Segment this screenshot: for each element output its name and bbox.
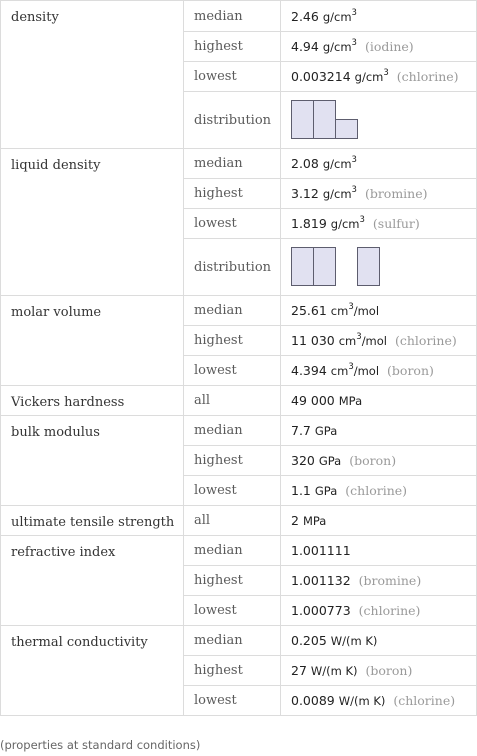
element-name: (iodine): [364, 39, 414, 54]
property-name: liquid density: [1, 149, 184, 296]
property-value: [281, 626, 477, 656]
statistic-label: median: [184, 416, 281, 446]
property-value: [281, 62, 477, 92]
unit-exponent: 3: [351, 155, 357, 165]
statistic-label: lowest: [184, 596, 281, 626]
value-unit: GPa: [318, 454, 342, 468]
statistic-label: all: [184, 506, 281, 536]
value-unit: cm: [330, 304, 349, 318]
table-row: [1, 536, 477, 566]
statistic-label: median: [184, 149, 281, 179]
statistic-label: median: [184, 536, 281, 566]
histogram-bar: [314, 248, 336, 286]
value-number: 25.61: [291, 303, 327, 318]
property-name: molar volume: [1, 296, 184, 386]
property-name: density: [1, 1, 184, 149]
table-row: [1, 296, 477, 326]
table-row: [1, 1, 477, 32]
unit-exponent: 3: [348, 302, 354, 312]
property-name: ultimate tensile strength: [1, 506, 184, 536]
value-unit: MPa: [338, 394, 363, 408]
value-unit: W/(m K): [310, 664, 358, 678]
property-name: thermal conductivity: [1, 626, 184, 716]
value-unit: GPa: [314, 484, 338, 498]
value-number: 1.000773: [291, 603, 351, 618]
element-name: (chlorine): [358, 603, 421, 618]
property-value: [281, 209, 477, 239]
value-unit-suffix: /mol: [353, 364, 380, 378]
property-name: Vickers hardness: [1, 386, 184, 416]
element-name: (bromine): [358, 573, 422, 588]
value-number: 3.12: [291, 186, 319, 201]
statistic-label: lowest: [184, 476, 281, 506]
value-number: 49 000: [291, 393, 335, 408]
value-number: 4.394: [291, 363, 327, 378]
value-number: 2.08: [291, 156, 319, 171]
table-row: [1, 416, 477, 446]
value-unit: MPa: [302, 514, 327, 528]
statistic-label: distribution: [184, 92, 281, 149]
element-name: (boron): [349, 453, 397, 468]
statistic-label: highest: [184, 566, 281, 596]
element-name: (chlorine): [345, 483, 408, 498]
value-number: 27: [291, 663, 307, 678]
histogram-bar: [292, 248, 314, 286]
value-number: 1.001111: [291, 543, 351, 558]
statistic-label: median: [184, 296, 281, 326]
value-unit-suffix: /mol: [353, 304, 380, 318]
statistic-label: lowest: [184, 209, 281, 239]
unit-exponent: 3: [351, 7, 357, 18]
statistic-label: all: [184, 386, 281, 416]
histogram-bar: [292, 101, 314, 139]
value-unit: W/(m K): [330, 634, 378, 648]
distribution-histogram-cell: [281, 92, 477, 149]
statistic-label: highest: [184, 656, 281, 686]
statistic-label: lowest: [184, 62, 281, 92]
property-value: [281, 686, 477, 716]
unit-exponent: 3: [351, 38, 357, 48]
statistic-label: highest: [184, 446, 281, 476]
element-name: (sulfur): [372, 216, 420, 231]
table-row: [1, 506, 477, 536]
property-value: [281, 296, 477, 326]
statistic-label: distribution: [184, 239, 281, 296]
value-number: 2.46: [291, 8, 319, 24]
property-value: [281, 32, 477, 62]
unit-exponent: 3: [348, 362, 354, 372]
properties-table-body: [1, 1, 477, 716]
value-unit: g/cm: [354, 70, 384, 84]
element-name: (chlorine): [395, 333, 457, 348]
distribution-histogram: [291, 100, 359, 140]
table-row: [1, 626, 477, 656]
property-value: [281, 656, 477, 686]
value-number: 1.819: [291, 216, 327, 231]
value-unit: W/(m K): [338, 694, 386, 708]
property-value: [281, 326, 477, 356]
statistic-label: lowest: [184, 686, 281, 716]
histogram-bar: [314, 101, 336, 139]
value-unit: GPa: [314, 424, 338, 438]
histogram-bar: [336, 120, 358, 139]
value-number: 1.001132: [291, 573, 351, 588]
property-value: [281, 536, 477, 566]
table-row: [1, 149, 477, 179]
property-value: [281, 446, 477, 476]
statistic-label: highest: [184, 326, 281, 356]
value-unit: g/cm: [322, 187, 352, 201]
property-value: [281, 386, 477, 416]
distribution-histogram: [291, 247, 381, 287]
statistic-label: median: [184, 1, 281, 32]
element-name: (boron): [365, 663, 413, 678]
statistic-label: median: [184, 626, 281, 656]
property-value: [281, 506, 477, 536]
element-name: (chlorine): [396, 69, 459, 84]
unit-exponent: 3: [383, 68, 389, 78]
value-number: 0.0089: [291, 693, 335, 708]
element-name: (chlorine): [393, 693, 456, 708]
value-number: 11 030: [291, 333, 335, 348]
unit-exponent: 3: [359, 215, 365, 225]
statistic-label: highest: [184, 179, 281, 209]
value-number: 2: [291, 513, 299, 528]
value-unit: cm: [330, 364, 349, 378]
unit-exponent: 3: [351, 185, 357, 195]
element-name: (bromine): [364, 186, 428, 201]
property-value: [281, 1, 477, 32]
value-unit: g/cm: [322, 40, 352, 54]
value-number: 0.205: [291, 633, 327, 648]
value-unit-suffix: /mol: [361, 334, 387, 348]
footer-note: (properties at standard conditions): [0, 738, 201, 752]
value-number: 1.1: [291, 483, 311, 498]
property-value: [281, 179, 477, 209]
value-number: 4.94: [291, 39, 319, 54]
property-value: [281, 566, 477, 596]
property-value: [281, 596, 477, 626]
value-number: 7.7: [291, 423, 311, 438]
unit-exponent: 3: [356, 332, 362, 342]
value-unit: g/cm: [322, 9, 352, 24]
value-unit: cm: [338, 334, 357, 348]
element-name: (boron): [387, 363, 434, 378]
distribution-histogram-cell: [281, 239, 477, 296]
value-number: 320: [291, 453, 315, 468]
statistic-label: lowest: [184, 356, 281, 386]
table-row: [1, 386, 477, 416]
value-unit: g/cm: [330, 217, 360, 231]
property-value: [281, 416, 477, 446]
property-name: refractive index: [1, 536, 184, 626]
value-unit: g/cm: [322, 157, 352, 171]
property-name: bulk modulus: [1, 416, 184, 506]
statistic-label: highest: [184, 32, 281, 62]
histogram-bar: [358, 248, 380, 286]
property-value: [281, 356, 477, 386]
value-number: 0.003214: [291, 69, 351, 84]
property-value: [281, 476, 477, 506]
property-value: [281, 149, 477, 179]
